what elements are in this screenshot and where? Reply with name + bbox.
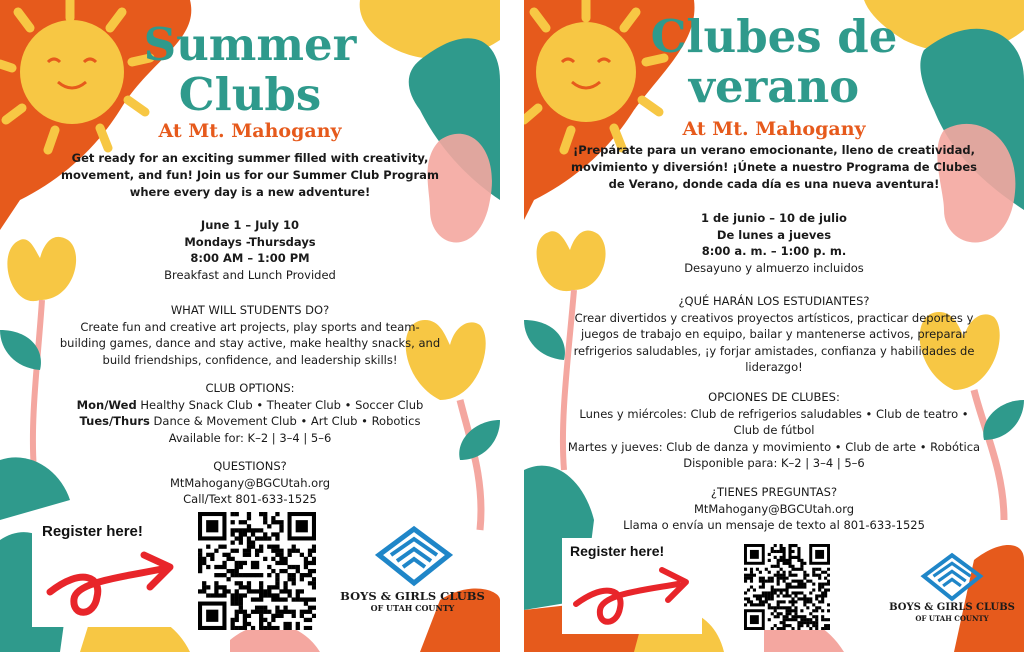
available-for: Available for: K–2 | 3–4 | 5–6 [168,430,332,445]
activities-heading: ¿QUÉ HARÁN LOS ESTUDIANTES? [678,294,870,308]
register-label: Register here! [570,543,665,559]
hours: 8:00 AM – 1:00 PM [190,251,310,265]
qr-code-icon[interactable] [744,544,830,630]
email-link[interactable]: MtMahogany@BGCUtah.org [693,501,855,516]
schedule-block [40,217,460,283]
activities-block: WHAT WILL STUDENTS DO? Create fun and creative art projects, play sports and team- building games, dance and stay active, make healthy snacks, and build friendships, confidence, and leadership skills! [30,302,470,368]
questions-heading: QUESTIONS? [213,459,287,473]
dates: June 1 – July 10 [200,218,300,232]
club-options-block: CLUB OPTIONS: Mon/Wed Healthy Snack Club • Theater Club • Soccer Club Tues/Thurs Dance & Movement Club • Art Club • Robotics Available for: K–2 | 3–4 | 5–6 [40,380,460,446]
handshake-logo-icon [375,525,453,587]
schedule-block [564,210,984,276]
title-line1: Clubes de [650,10,898,63]
meals: Desayuno y almuerzo incluidos [684,260,864,275]
handshake-logo-icon [920,552,984,602]
questions-block [40,458,460,508]
logo-subtitle: OF UTAH COUNTY [370,603,455,613]
subtitle: At Mt. Mahogany [158,120,342,142]
title-line1: Summer [143,18,357,71]
flyer-english [0,0,500,652]
logo-subtitle: OF UTAH COUNTY [915,614,989,623]
flyer-spanish [524,0,1024,652]
tue-thu-label: Tues/Thurs [79,414,150,428]
logo-name: BOYS & GIRLS CLUBS [889,602,1015,613]
register-label: Register here! [42,523,143,540]
activities-block: ¿QUÉ HARÁN LOS ESTUDIANTES? Crear divertidos y creativos proyectos artísticos, practicar deportes y juegos de trabajo en equipo, bailar y mantenerse activos, preparar refrigerios saludables, ¡y forjar amistades, confianza y habilidades de liderazgo! [544,293,1004,376]
questions-block [544,484,1004,534]
intro-paragraph: Get ready for an exciting summer filled with creativity, movement, and fun! Join us for our Summer Club Program where every day is a new adventure! [61,151,439,199]
register-box[interactable] [32,517,182,627]
days: De lunes a jueves [716,227,832,242]
register-box[interactable] [562,538,702,634]
club-options-block: OPCIONES DE CLUBES: Lunes y miércoles: Club de refrigerios saludables • Club de teatro • Club de fútbol Martes y jueves: Club de danza y movimiento • Club de arte • Robótica Disponible para: K–2 | 3–4 | 5–6 [544,389,1004,472]
phone-text: Llama o envía un mensaje de texto al 801-633-1525 [623,518,925,532]
meals: Breakfast and Lunch Provided [164,267,336,282]
email-link[interactable]: MtMahogany@BGCUtah.org [169,475,331,490]
options-heading: OPCIONES DE CLUBES: [708,390,840,404]
bgc-logo[interactable] [882,552,1022,627]
intro-paragraph: ¡Prepárate para un verano emocionante, lleno de creatividad, movimiento y diversión! ¡Únete a nuestro Programa de Clubes de Verano, donde cada día es una nueva aventura! [570,143,977,191]
days: Mondays -Thursdays [184,234,316,249]
bgc-logo[interactable] [330,525,495,620]
arrow-icon [42,547,182,622]
questions-heading: ¿TIENES PREGUNTAS? [710,485,838,499]
mon-wed-label: Mon/Wed [76,397,137,412]
logo-name: BOYS & GIRLS CLUBS [340,589,485,603]
arrow-icon [570,564,698,630]
title-line2: Clubs [178,68,322,121]
dates: 1 de junio – 10 de julio [701,211,847,225]
hours: 8:00 a. m. – 1:00 p. m. [701,244,847,258]
subtitle: At Mt. Mahogany [682,118,866,140]
activities-heading: WHAT WILL STUDENTS DO? [170,303,330,317]
qr-code-icon[interactable] [198,512,316,630]
phone-text: Call/Text 801-633-1525 [183,492,317,506]
options-heading: CLUB OPTIONS: [205,381,295,395]
title-line2: verano [688,60,860,113]
